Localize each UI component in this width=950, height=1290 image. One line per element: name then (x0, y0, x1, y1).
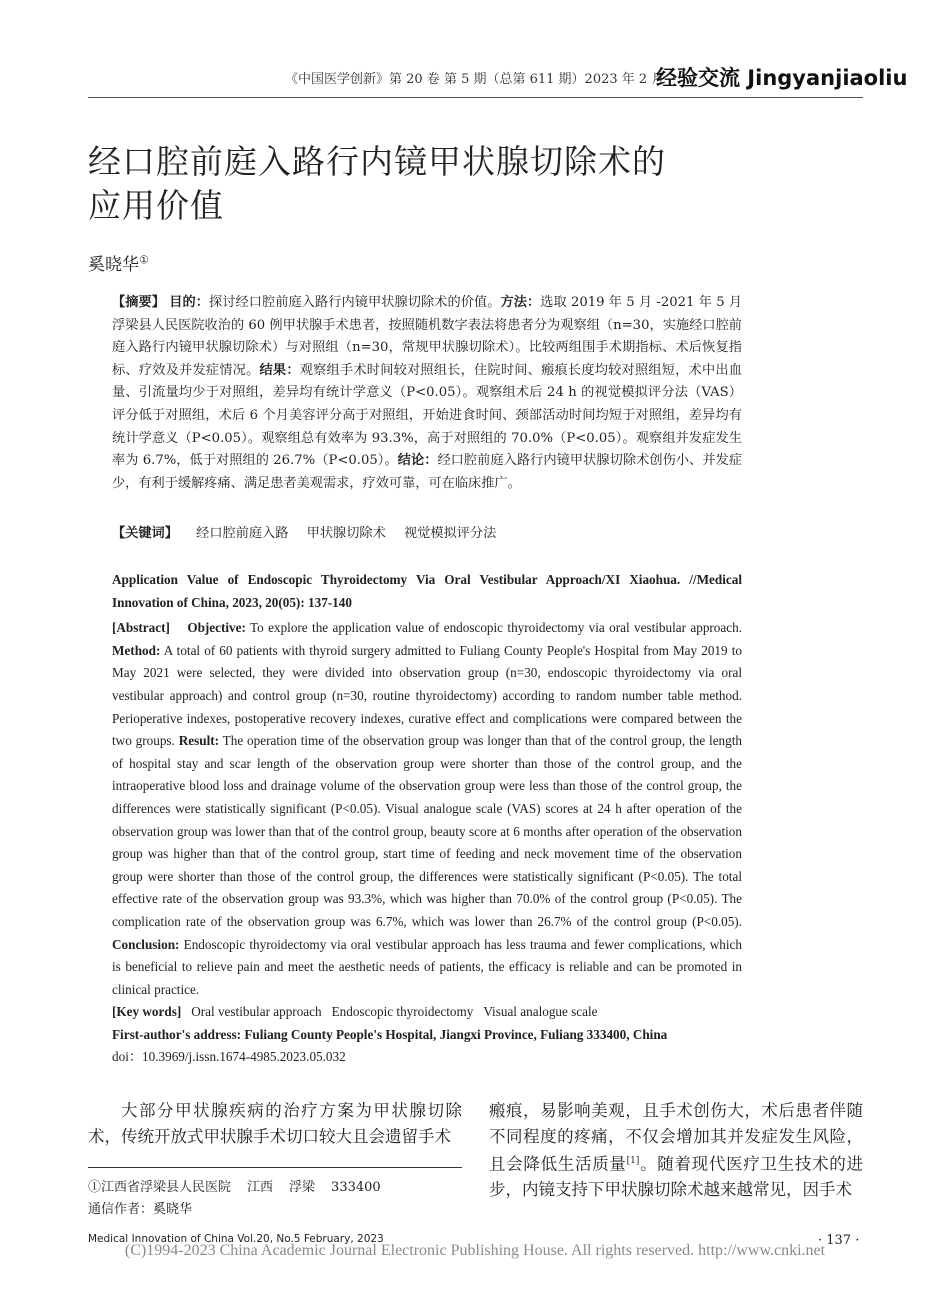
cn-keyword: 甲状腺切除术 (306, 526, 386, 541)
en-result-label: Result: (178, 733, 220, 749)
body-text-right-column (489, 1098, 863, 1203)
footer-journal-info: Medical Innovation of China Vol.20, No.5 February, 2023 (88, 1233, 384, 1245)
en-result-text: The operation time of the observation group was longer than that of the control group, the length of hospital stay and scar length of the observation group were shorter than those of the control group, and the intraoperative blood loss and drainage volume of the observation group were less than those of the control group, the differences were statistically significant (P<0.05). Visual analogue scale (VAS) scores at 24 h after operation of the observation group was lower than that of the control group, beauty score at 6 months after operation of the observation group was higher than that of the control group, start time of feeding and neck movement time of the observation group were shorter than those of the control group, the differences were statistically significant (P<0.05). The total effective rate of the observation group was 93.3%, which was higher than 70.0% of the control group (P<0.05). The complication rate of the observation group was 6.7%, which was lower than 26.7% of the control group (P<0.05). (112, 733, 743, 929)
chinese-abstract (112, 292, 742, 495)
article-title (88, 140, 788, 228)
cn-keyword: 经口腔前庭入路 (196, 526, 289, 541)
cn-result-text: 观察组手术时间较对照组长，住院时间、瘢痕长度均较对照组短，术中出血量、引流量均少于对照组，差异均有统计学意义（P<0.05）。观察组术后 24 h 的视觉模拟评分法（VAS）评分低于对照组，术后 6 个月美容评分高于对照组，开始进食时间、颈部活动时间均短于对照组，差异均有统计学意义（P<0.05）。观察组总有效率为 93.3%，高于对照组的 70.0%（P<0.05）。观察组并发症发生率为 6.7%，低于对照组的 26.7%（P<0.05）。 (112, 362, 743, 469)
cn-conclusion-label: 结论： (397, 453, 438, 469)
cn-objective-label: 目的： (169, 295, 210, 310)
affiliation-province: 江西 (247, 1180, 274, 1195)
reference-mark: [1] (626, 1156, 640, 1166)
affiliation-hospital: ①江西省浮梁县人民医院 (88, 1180, 232, 1195)
header-divider (88, 97, 863, 98)
cn-result-label: 结果： (259, 362, 300, 378)
english-abstract (112, 569, 742, 1069)
title-line-2: 应用价值 (88, 186, 224, 225)
cn-objective-text: 探讨经口腔前庭入路行内镜甲状腺切除术的价值。 (209, 295, 501, 310)
en-objective-label: Objective: (187, 620, 246, 636)
author-footnote-mark: ① (139, 253, 149, 267)
title-line-1: 经口腔前庭入路行内镜甲状腺切除术的 (88, 142, 666, 181)
author-text: 奚晓华 (88, 255, 139, 275)
corresponding-author-footnote: 通信作者：奚晓华 (88, 1202, 193, 1217)
en-keyword: Visual analogue scale (483, 1004, 598, 1020)
en-keyword: Oral vestibular approach (191, 1004, 322, 1020)
en-keyword: Endoscopic thyroidectomy (331, 1004, 474, 1020)
cn-keyword: 视觉模拟评分法 (403, 526, 497, 541)
page-number: · 137 · (818, 1233, 860, 1248)
en-abstract-label: [Abstract] (112, 620, 170, 636)
body-text-left-column: 大部分甲状腺疾病的治疗方案为甲状腺切除术，传统开放式甲状腺手术切口较大且会遗留手术 (88, 1101, 462, 1146)
footnote-divider (88, 1167, 462, 1168)
cn-method-text: 选取 2019 年 5 月 -2021 年 5 月浮梁县人民医院收治的 60 例甲状腺手术患者，按照随机数字表法将患者分为观察组（n=30，实施经口腔前庭入路行内镜甲状腺切除术）与对照组（n=30，常规甲状腺切除术）。比较两组围手术期指标、术后恢复指标、疗效及并发症情况。 (112, 295, 743, 378)
en-title-citation: Application Value of Endoscopic Thyroidectomy Via Oral Vestibular Approach/XI Xiaohua. //Medical Innovation of China, 2023, 20(05): 137-140 (112, 572, 742, 610)
doi: doi：10.3969/j.issn.1674-4985.2023.05.032 (112, 1049, 346, 1065)
cn-conclusion-text: 经口腔前庭入路行内镜甲状腺切除术创伤小、并发症少，有利于缓解疼痛、满足患者美观需求，疗效可靠，可在临床推广。 (112, 453, 743, 491)
chinese-keywords (112, 522, 742, 541)
en-conclusion-label: Conclusion: (112, 936, 180, 952)
en-objective-text: To explore the application value of endoscopic thyroidectomy via oral vestibular approach. (250, 620, 742, 636)
body-text-right-a: 瘢痕，易影响美观，且手术创伤大，术后患者伴随不同程度的疼痛，不仅会增加其并发症发生风险，且会降低生活质量 (489, 1101, 863, 1174)
body-text-right-b: 。随着现代医疗卫生技术的进步，内镜支持下甲状腺切除术越来越常见，因手术 (489, 1154, 864, 1199)
cn-abstract-label: 【摘要】 (112, 295, 165, 310)
author-name (88, 250, 149, 275)
en-conclusion-text: Endoscopic thyroidectomy via oral vestibular approach has less trauma and fewer complications, which is beneficial to relieve pain and meet the aesthetic needs of patients, the efficacy is reliable and can be promoted in clinical practice. (112, 936, 743, 997)
affiliation-zip: 333400 (331, 1180, 381, 1195)
affiliation-footnote (88, 1176, 397, 1195)
journal-citation-header: 《中国医学创新》第 20 卷 第 5 期（总第 611 期）2023 年 2 月 (285, 72, 665, 87)
cn-keywords-label: 【关键词】 (112, 526, 178, 541)
cn-method-label: 方法： (500, 295, 541, 310)
first-author-address: First-author's address: Fuliang County People's Hospital, Jiangxi Province, Fuliang 333400, China (112, 1026, 668, 1042)
section-label: 经验交流 Jingyanjiaoliu (656, 66, 908, 90)
en-method-label: Method: (112, 642, 161, 658)
copyright-watermark: (C)1994-2023 China Academic Journal Electronic Publishing House. All rights reserved. http://www.cnki.net (124, 1242, 826, 1259)
en-method-text: A total of 60 patients with thyroid surgery admitted to Fuliang County People's Hospital from May 2019 to May 2021 were selected, they were divided into observation group (n=30, endoscopic thyroidectomy via oral vestibular approach) and control group (n=30, routine thyroidectomy) according to random number table method. Perioperative indexes, postoperative recovery indexes, curative effect and complications were compared between the two groups. (112, 642, 742, 749)
en-keywords-label: [Key words] (112, 1004, 182, 1020)
affiliation-city: 浮梁 (289, 1180, 316, 1195)
